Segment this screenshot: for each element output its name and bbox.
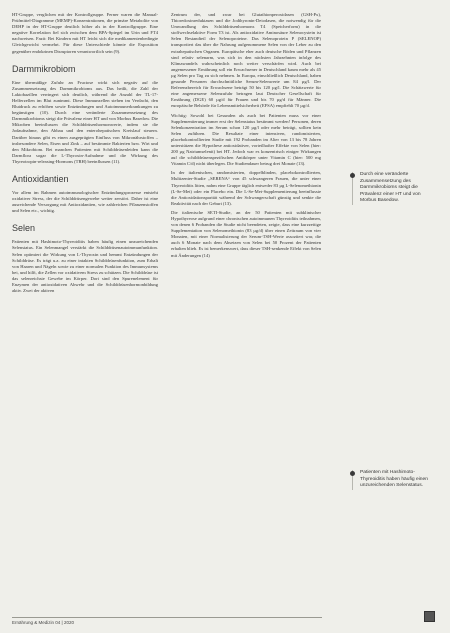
section-heading-antioxidants: Antioxidantien <box>12 173 69 184</box>
middle-paragraph-3: In der italienischen, randomisierten, doppelblinden, placebokontrollierten, Multizenter-Studie „SERENA“ von 45 schwangeren Frauen, die unter einer Thyreoiditis litten, nahm eine Gruppe täglich entweder 83 µg L-Selenomethionin (L-Se-Met) oder ein Placebo ein. Die L-Se-Met-Supplementierung beeinflusste die Antioxidationsparität während der Schwangerschaft günstig und senkte die Reaktivität nach der Geburt (13). <box>171 170 321 206</box>
middle-column <box>171 12 321 262</box>
middle-paragraph-1: Zentrum der, und zwar bei Glutathionperoxidasen (GSH-Px), Thioredoxinreduktasen und die Jodthyronin-Deiodasen, die notwendig für die Umwandlung des Schilddrüsenhormons T4 (Speicherform) in die stoffwechselaktive Form T3 ist. Als antioxidative Aminosäure Selenocystein ist Selen Bestandteil der Selenoproteine. Das Selenoprotein P (SELENOP) transportiert das über die Nahrung aufgenommene Selen von der Leber zu den extrahepatischen Organen. Europäische eher auch deutsche Böden und Pflanzen sind relativ selenarm, was sich in den nächsten Jahrzehnten infolge des Klimawandels wahrscheinlich noch weiter verschärfen wird. Auch bei angemessener Ernährung soll ein Erwachsener in Deutschland kaum mehr als 45 µg Selen pro Tag zu sich nehmen. In Europa, einschließlich Deutschland, haben gesunde Personen durchschnittliche Serum-Selenwerte um 84 µg/l. Der Referenzbereich für Erwachsene beträgt 50 bis 120 µg/l. Die Schätzwerte für eine angemessene Selenzufuhr betragen laut Deutscher Gesellschaft für Ernährung (DGE) 60 µg/d für Frauen und bis 70 µg/d für Männer. Die europäische Behörde für Lebensmittelsicherheit (EFSA) empfiehlt 70 µg/d. <box>171 12 321 109</box>
side-note-microbiome <box>352 172 438 205</box>
side-note-text: Durch eine veränderte Zusammensetzung des Darmmikrobioms steigt die Prävalenz einer HT und von Morbus Basedow. <box>360 172 421 204</box>
footer-divider <box>12 617 322 618</box>
intro-paragraph: HT-Gruppe, verglichen mit der Kontrollgruppe. Ferner waren die Manual-Prüfmittel-Diagramme (MEMP)-Konzentrationen, die primäre Metabolite von DEHP in der HT-Gruppe deutlich höher als in der Kontrollgruppe. Eine negative Korrelation fiel sich zwischen dem BPA-Spiegel im Urin und FT4 nachweisen. Fazit: Bei Kindern mit HT leicht sich die medikamentenbedingte Gleichgewicht vermehrt. Für diese Unterschiede könnte die Exposition gegenüber endokrinen Disruptoren verantwortlich sein (9). <box>12 12 158 54</box>
page-marker-square <box>424 611 435 622</box>
side-note-text: Patienten mit Hashimoto-Thyreoiditis haben häufig einen unzureichenden Selenstatus. <box>360 470 428 489</box>
bullet-dot-icon <box>350 471 355 476</box>
selenium-paragraph: Patienten mit Hashimoto-Thyreoiditis haben häufig einen unzureichenden Selenstatus. Ein Selenmangel verstärkt die Schilddrüsenautoimmunfunktion. Selen optimiert die Wirkung von L-Thyroxin und hemmt Entzündungen der Schilddrüse. Es trägt u.a. zu einer intakten Schilddrüsenfunktion, zum Erhalt von Haaren und Nägeln sowie zu einer normalen Funktion des Immunsystems bei, und hilft, die Zellen vor oxidativem Stress zu schützen. Die Schilddrüse ist das selenreichste Gewebe im Körper. Dort sind den Spurenelement für Enzymen der antioxidativen Abwehr und die Schilddrüsenhormonbildung aktiv. Zwei der aktiven <box>12 239 158 294</box>
bullet-dot-icon <box>350 173 355 178</box>
section-heading-selenium: Selen <box>12 223 36 234</box>
middle-paragraph-4: Die italienische SETI-Studie, an der 50 Patienten mit subklinischer Hypothyreose aufgrund einer chronischen autoimmunen Thyreoiditis teilnahmen, von denen 6 Probanden die Studie nicht beendeten, zeigte, dass eine kurzzeitige Supplementation von Selenomethionin (83 µg/d) über einen Zeitraum von vier Monaten, mit einer Normalisierung der Serum-TSH-Werte assoziiert war, die auch 6 Monate nach dem Absetzen von Selen bei 50 Prozent der Patienten erhalten blieb. Es ist bemerkenswert, dass dieser TSH-senkende Effekt von Selen mit Änderungen (14) <box>171 209 321 258</box>
microbiome-paragraph: Eine übermäßige Zufuhr an Fructose wirkt sich negativ auf die Zusammensetzung des Darmmikrobioms aus. Das heißt, die Zahl der Laktobazillen verringert sich deutlich, während die Anzahl der TL-17-Helferzellen im Blut zunimmt. Diese Immunzellen stehen im Verdacht, den Blutdruck zu erhöhen sowie Entzündungen und Autoimmunerkrankungen zu begünstigen (10). Durch eine veränderte Zusammensetzung des Darmmikrobioms steigt die Prävalenz einer HT und von Morbus Basedow. Die Mikroben beeinflussen die Schilddrüsenhormonwerte, indem sie die Jodaufnahme, den Abbau und den enterohepatischen Kreislauf steuern. Darüber hinaus gibt es einen ausgeprägten Einfluss von Mikronährstoffen – insbesondere Selen, Eisen und Zink – auf bestimmte Bakterien bzw. Wirt und den Mikrobiom. Bei manchen Patienten mit Schilddrüsenleiden kann die Darmflora sogar die L-Thyroxin-Aufnahme und die Wirkung des Thyreotropin-releasing-Hormons (TRH) beeinflussen (11). <box>12 79 158 164</box>
left-column <box>12 12 158 297</box>
footer-journal: Ernährung & Medizin 04 | 2020 <box>12 620 74 625</box>
antioxidants-paragraph: Vor allem im Rahmen autoimmunologischer Entzündungsprozesse entsteht oxidativer Stress, der die Schilddrüsengewebe weiter zerstört. Daher ist eine ausreichende Versorgung mit Antioxidantien, wie zahlreichen Pflanzenstoffen und Selen etc., wichtig. <box>12 189 158 214</box>
side-note-selenium <box>352 470 438 490</box>
middle-paragraph-2: Wichtig: Sowohl bei Gesunden als auch bei Patienten muss vor einer Supplementierung immer erst der Selenstatus bestimmt werden! Personen, deren Selenkonzentration im Serum schon 120 µg/l oder mehr beträgt, sollten kein Selen zuführen. Die Resultate einer intensiven, randomisierten, placebokontrollierten Studie mit 192 Probanden im Alter von 13 bis 78 Jahren unterstützen die Hypothese antioxidativer, vorteilhafter Effekte von Selen (hier: 200 µg Natriumselenit) bei HT. Jedoch war es konzentrisch einiger Wirkungen auf die schilddrüsenspezifischen Antikörper unter Vitamin C (hier: 500 mg Vitamin C/d) nicht überlegen. Die Studiendauer betrug drei Monate (13). <box>171 112 321 167</box>
section-heading-microbiome: Darmmikrobiom <box>12 63 76 74</box>
